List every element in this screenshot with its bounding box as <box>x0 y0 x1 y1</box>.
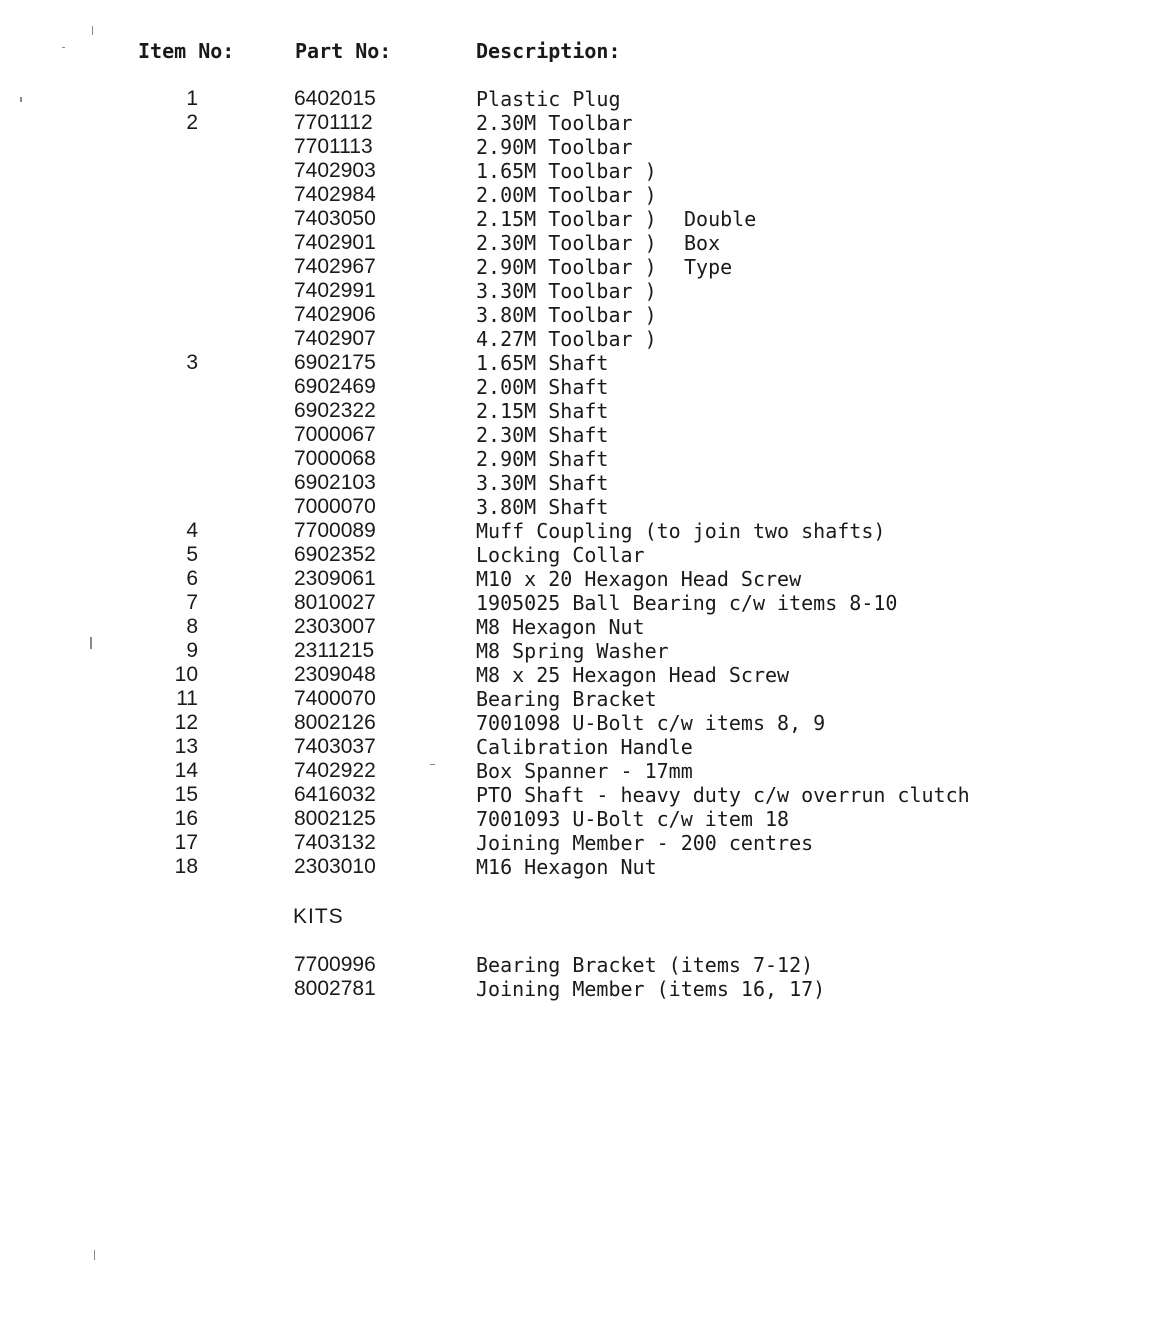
item-no-cell: 1 <box>186 87 198 110</box>
table-row <box>0 279 1152 303</box>
description-cell: 1905025 Ball Bearing c/w items 8-10 <box>476 591 898 615</box>
description-cell: Plastic Plug <box>476 87 621 111</box>
description-cell: M8 Hexagon Nut <box>476 615 645 639</box>
description-cell: M10 x 20 Hexagon Head Screw <box>476 567 802 591</box>
description-cell: Muff Coupling (to join two shafts) <box>476 519 886 543</box>
part-no-cell: 2309048 <box>294 663 376 686</box>
kit-row <box>0 953 1152 977</box>
part-no-cell: 6416032 <box>294 783 376 806</box>
table-row <box>0 87 1152 111</box>
part-no-cell: 7402991 <box>294 279 376 302</box>
kit-part-no-cell: 8002781 <box>294 977 376 1000</box>
part-no-cell: 7402907 <box>294 327 376 350</box>
type-note-cell: Double <box>684 207 757 231</box>
scan-speck <box>92 26 93 35</box>
description-cell: 2.30M Toolbar ) <box>476 231 657 255</box>
description-cell: 2.00M Toolbar ) <box>476 183 657 207</box>
table-row <box>0 807 1152 831</box>
table-row <box>0 711 1152 735</box>
part-no-cell: 6902352 <box>294 543 376 566</box>
table-row <box>0 783 1152 807</box>
part-no-cell: 8002126 <box>294 711 376 734</box>
table-row <box>0 255 1152 279</box>
item-no-cell: 15 <box>174 783 198 806</box>
header-item-no: Item No: <box>138 39 235 63</box>
table-row <box>0 159 1152 183</box>
part-no-cell: 7402984 <box>294 183 376 206</box>
description-cell: Bearing Bracket <box>476 687 657 711</box>
description-cell: 2.00M Shaft <box>476 375 609 399</box>
table-row <box>0 615 1152 639</box>
table-row <box>0 471 1152 495</box>
part-no-cell: 7402901 <box>294 231 376 254</box>
description-cell: 2.90M Shaft <box>476 447 609 471</box>
item-no-cell: 8 <box>186 615 198 638</box>
table-row <box>0 111 1152 135</box>
item-no-cell: 5 <box>186 543 198 566</box>
item-no-cell: 13 <box>174 735 198 758</box>
part-no-cell: 7000068 <box>294 447 376 470</box>
table-row <box>0 495 1152 519</box>
type-note-cell: Type <box>684 255 733 279</box>
description-cell: 3.30M Toolbar ) <box>476 279 657 303</box>
table-row <box>0 327 1152 351</box>
description-cell: Box Spanner - 17mm <box>476 759 693 783</box>
kit-row <box>0 977 1152 1001</box>
header-part-no: Part No: <box>295 39 392 63</box>
part-no-cell: 7402906 <box>294 303 376 326</box>
item-no-cell: 6 <box>186 567 198 590</box>
kits-table <box>0 953 1152 1001</box>
part-no-cell: 2311215 <box>294 639 375 662</box>
part-no-cell: 2309061 <box>294 567 376 590</box>
description-cell: 1.65M Toolbar ) <box>476 159 657 183</box>
kit-description-cell: Bearing Bracket (items 7-12) <box>476 953 814 977</box>
table-row <box>0 351 1152 375</box>
description-cell: 2.30M Shaft <box>476 423 609 447</box>
part-no-cell: 8002125 <box>294 807 376 830</box>
item-no-cell: 7 <box>186 591 198 614</box>
part-no-cell: 7701113 <box>294 135 373 158</box>
part-no-cell: 6902322 <box>294 399 376 422</box>
part-no-cell: 7403037 <box>294 735 376 758</box>
table-row <box>0 591 1152 615</box>
part-no-cell: 7402967 <box>294 255 376 278</box>
table-row <box>0 759 1152 783</box>
table-row <box>0 447 1152 471</box>
item-no-cell: 12 <box>174 711 198 734</box>
part-no-cell: 7402922 <box>294 759 376 782</box>
part-no-cell: 7400070 <box>294 687 376 710</box>
parts-table <box>0 87 1152 879</box>
scan-speck <box>62 47 65 48</box>
description-cell: 7001098 U-Bolt c/w items 8, 9 <box>476 711 826 735</box>
part-no-cell: 7402903 <box>294 159 376 182</box>
description-cell: PTO Shaft - heavy duty c/w overrun clutch <box>476 783 970 807</box>
item-no-cell: 11 <box>176 687 198 710</box>
table-row <box>0 183 1152 207</box>
table-row <box>0 855 1152 879</box>
scan-speck <box>94 1250 95 1260</box>
header-description: Description: <box>476 39 621 63</box>
part-no-cell: 7403132 <box>294 831 376 854</box>
description-cell: M8 Spring Washer <box>476 639 669 663</box>
table-row <box>0 423 1152 447</box>
part-no-cell: 7000067 <box>294 423 376 446</box>
item-no-cell: 2 <box>186 111 198 134</box>
part-no-cell: 6902175 <box>294 351 376 374</box>
table-row <box>0 567 1152 591</box>
description-cell: M8 x 25 Hexagon Head Screw <box>476 663 790 687</box>
description-cell: 3.80M Toolbar ) <box>476 303 657 327</box>
part-no-cell: 6902469 <box>294 375 376 398</box>
table-row <box>0 663 1152 687</box>
item-no-cell: 16 <box>174 807 198 830</box>
description-cell: 4.27M Toolbar ) <box>476 327 657 351</box>
description-cell: 2.15M Toolbar ) <box>476 207 657 231</box>
table-row <box>0 831 1152 855</box>
table-row <box>0 687 1152 711</box>
table-row <box>0 543 1152 567</box>
table-row <box>0 639 1152 663</box>
part-no-cell: 6902103 <box>294 471 376 494</box>
part-no-cell: 7700089 <box>294 519 376 542</box>
description-cell: 2.90M Toolbar <box>476 135 633 159</box>
description-cell: 7001093 U-Bolt c/w item 18 <box>476 807 790 831</box>
table-row <box>0 231 1152 255</box>
item-no-cell: 10 <box>174 663 198 686</box>
description-cell: 3.30M Shaft <box>476 471 609 495</box>
description-cell: 1.65M Shaft <box>476 351 609 375</box>
description-cell: 3.80M Shaft <box>476 495 609 519</box>
description-cell: 2.90M Toolbar ) <box>476 255 657 279</box>
table-row <box>0 375 1152 399</box>
item-no-cell: 3 <box>186 351 198 374</box>
kit-part-no-cell: 7700996 <box>294 953 376 976</box>
description-cell: Locking Collar <box>476 543 645 567</box>
item-no-cell: 17 <box>174 831 198 854</box>
table-row <box>0 207 1152 231</box>
description-cell: Joining Member - 200 centres <box>476 831 814 855</box>
description-cell: 2.30M Toolbar <box>476 111 633 135</box>
description-cell: M16 Hexagon Nut <box>476 855 657 879</box>
kits-heading: KITS <box>293 905 344 928</box>
table-row <box>0 735 1152 759</box>
description-cell: 2.15M Shaft <box>476 399 609 423</box>
item-no-cell: 14 <box>174 759 198 782</box>
part-no-cell: 7701112 <box>294 111 373 134</box>
part-no-cell: 2303007 <box>294 615 376 638</box>
item-no-cell: 18 <box>174 855 198 878</box>
item-no-cell: 4 <box>186 519 198 542</box>
part-no-cell: 6402015 <box>294 87 376 110</box>
part-no-cell: 8010027 <box>294 591 376 614</box>
table-row <box>0 519 1152 543</box>
table-row <box>0 399 1152 423</box>
part-no-cell: 7403050 <box>294 207 376 230</box>
description-cell: Calibration Handle <box>476 735 693 759</box>
part-no-cell: 2303010 <box>294 855 376 878</box>
table-row <box>0 135 1152 159</box>
item-no-cell: 9 <box>186 639 198 662</box>
part-no-cell: 7000070 <box>294 495 376 518</box>
kit-description-cell: Joining Member (items 16, 17) <box>476 977 826 1001</box>
type-note-cell: Box <box>684 231 721 255</box>
table-row <box>0 303 1152 327</box>
